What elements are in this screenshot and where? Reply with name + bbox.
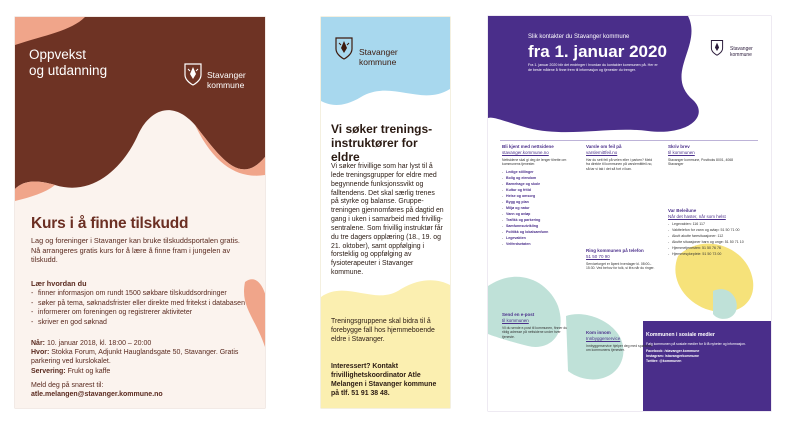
brand-line-2: kommune — [359, 57, 397, 67]
when-value: 10. januar 2018, kl. 18:00 – 20:00 — [45, 340, 152, 347]
poster-treningsinstruktorer — [321, 17, 450, 408]
stavanger-crest-icon — [710, 39, 724, 56]
column-nettsider — [502, 144, 572, 248]
list-item[interactable]: - Bygg og plan — [502, 200, 572, 205]
social-title: Kommunen i sosiale medier — [646, 332, 715, 338]
website-link[interactable]: stavanger.kommune.no — [502, 149, 549, 155]
poster-body: Vi søker frivillige som har lyst til å lede treningsgrupper for eldre med begynnende funksjonssvikt og falltendens. Det skal særlig trenes på styrke og balanse. Gruppe-treningen gjennomføres på dagtid en gang i uken i samarbeid med frivillig-sentralene. Som frivillig instruktør får du tre dagers opplæring (18., 19. og 21. oktober), samt oppfølging i forsteklig og oppfølging av fysioterapeuter i Stavanger kommune. — [331, 163, 444, 277]
brand-line-2: kommune — [730, 52, 752, 58]
poster-tilskudd-category — [29, 47, 149, 79]
section-title: Var Beleilune — [668, 208, 697, 213]
brand-line-1: Stavanger — [207, 70, 246, 80]
list-item[interactable]: - Kultur og fritid — [502, 188, 572, 193]
service-list — [502, 170, 572, 247]
section-sub: til kommunen — [502, 317, 529, 323]
poster-kontakt-kommunen — [488, 16, 771, 411]
list-item: - Hjemmesykepleie: 51 50 73 00 — [668, 252, 754, 257]
stavanger-crest-icon — [334, 36, 354, 60]
section-title: Varsle om feil på — [586, 144, 622, 149]
category-line-1: Oppvekst — [29, 47, 87, 62]
learn-list — [31, 289, 253, 328]
poster-headline: fra 1. januar 2020 — [528, 42, 667, 61]
stavanger-kommune-logo-text — [359, 47, 398, 67]
stavanger-kommune-logo-text — [207, 70, 265, 90]
list-item: - skriver en god søknad — [31, 318, 253, 327]
list-item[interactable]: - Legevakten — [502, 236, 572, 241]
list-item[interactable]: - Ledige stillinger — [502, 170, 572, 175]
section-text: Innbyggerservice hjelper deg med spørsmål om kommunens tjenester. — [586, 344, 652, 353]
list-item[interactable]: - Velferdsetaten — [502, 242, 572, 247]
serving-label: Servering: — [31, 367, 66, 375]
social-media-box — [646, 332, 749, 364]
serving-value: Frukt og kaffe — [65, 367, 111, 375]
section-text: Nettsidene skal gi deg de lenger tilrette om kommunens tjenester. — [502, 158, 567, 167]
column-skriv-brev — [668, 144, 738, 170]
category-line-2: og utdanning — [29, 63, 108, 78]
section-title: Send en e-post — [502, 312, 535, 317]
signup-block — [31, 381, 253, 399]
list-item[interactable]: - Barnehage og skole — [502, 182, 572, 187]
poster-intro: Lag og foreninger i Stavanger kan bruke tilskuddsportalen gratis. Nå arrangeres gratis kurs for å lære å finne fram i jungelen av tilskudd. — [31, 236, 240, 265]
list-item: - Vakttelefon for vann og avløp: 51 50 71 00 — [668, 228, 754, 233]
when-label: Når: — [31, 340, 46, 347]
list-item[interactable]: - Vann og avløp — [502, 212, 572, 217]
social-links — [646, 349, 749, 364]
column-varsle — [586, 144, 656, 174]
list-item[interactable]: - Miljø og natur — [502, 206, 572, 211]
section-divider — [500, 140, 758, 141]
section-sub: til kommunen — [668, 149, 695, 155]
instagram-link[interactable]: Instagram: /stavangerkommune — [646, 353, 699, 358]
section-title: Skriv brev — [668, 144, 690, 149]
list-item[interactable]: - Politikk og lokalsamfunn — [502, 230, 572, 235]
section-sub: Når det haster, når som helst — [668, 213, 726, 219]
section-title: Bli kjent med nettsidene — [502, 144, 554, 149]
poster-body-2: Treningsgruppene skal bidra til å forebygge fall hos hjemmeboende eldre i Stavanger. — [331, 318, 435, 343]
column-epost — [502, 312, 572, 342]
where-value: Stokka Forum, Adjunkt Hauglandsgate 50, Stavanger. Gratis parkering ved kurslokalet. — [31, 349, 239, 366]
learn-heading: Lær hvordan du — [31, 279, 87, 288]
section-text: Stavanger kommune, Postboks 8001, 4068 Stavanger — [668, 158, 734, 167]
column-telefon — [586, 248, 656, 274]
poster-headline: Kurs i å finne tilskudd — [31, 215, 189, 232]
social-text: Følg kommunen på sosiale medier for å få nyheter og informasjon. — [646, 341, 746, 346]
list-item[interactable]: - Helse og omsorg — [502, 194, 572, 199]
list-item: - informerer om foreningen og registrerer aktiviteter — [31, 308, 253, 317]
list-item: - Akutte situasjoner barn og unge: 51 50 71 10 — [668, 240, 754, 245]
poster-lead: Fra 1. januar 2020 blir det endringer i hvordan du kontakter kommunen på. Her er de beste måtene å finne frem til informasjon og tjenester du trenger. — [528, 63, 658, 72]
list-item[interactable]: - Samfunnsutvikling — [502, 224, 572, 229]
list-item: - Legevakten: 116 117 — [668, 222, 754, 227]
twitter-link[interactable]: Twitter: @kommunen — [646, 358, 682, 363]
stavanger-kommune-logo-text — [730, 46, 753, 58]
poster-headline: Vi søker trenings-instruktører for eldre — [331, 122, 433, 164]
brand-line-1: Stavanger — [730, 46, 753, 52]
facebook-link[interactable]: Facebook: /stavanger.kommune — [646, 348, 700, 353]
list-item: - Hjemmetjenesten: 51 50 76 76 — [668, 246, 754, 251]
signup-email-link[interactable]: atle.melangen@stavanger.kommune.no — [31, 391, 163, 399]
list-item: - søker på tema, søknadsfrister eller direkte med fritekst i databasen — [31, 299, 253, 308]
column-beredskap — [668, 208, 754, 258]
brand-line-1: Stavanger — [359, 47, 398, 57]
section-text: Vil du sende e-post til kommunen, finner du riktig adresse på nettsidene under hver tjeneste. — [502, 326, 568, 339]
where-label: Hvor: — [31, 349, 50, 357]
emergency-list — [668, 222, 754, 257]
list-item[interactable]: - Trafikk og parkering — [502, 218, 572, 223]
section-text: Servicetorget er åpent hverdager kl. 08:00–15:30. Ved behov for tolk, si ifra når du ringer. — [586, 262, 655, 271]
varsle-link[interactable]: varslemittfeil.no — [586, 149, 618, 155]
phone-link[interactable]: 51 50 70 90 — [586, 253, 610, 259]
stavanger-crest-icon — [183, 62, 203, 86]
list-item: - Akutt akutte faresituasjoner: 112 — [668, 234, 754, 239]
section-text: Har du sett feil på veien eller i parken? Meld fra direkte til kommunen på varslemittfeil.no, så tar vi tak i det så fort vi kan. — [586, 158, 653, 171]
poster-contact: Interessert? Kontakt frivillighetskoordinator Atle Melangen i Stavanger kommune på tlf. 51 91 38 48. — [331, 363, 437, 397]
brand-line-2: kommune — [207, 80, 245, 90]
signup-text: Meld deg på snarest til: — [31, 382, 104, 389]
section-title: Kom innom — [586, 330, 611, 335]
list-item[interactable]: - Bolig og eiendom — [502, 176, 572, 181]
poster-kicker: Slik kontakter du Stavanger kommune — [528, 34, 630, 40]
list-item: - finner informasjon om rundt 1500 søkbare tilskuddsordninger — [31, 289, 253, 298]
poster-tilskudd — [15, 17, 265, 408]
section-title: Ring kommunen på telefon — [586, 248, 644, 253]
event-details — [31, 339, 253, 376]
section-sub: Innbyggerservice — [586, 335, 621, 341]
